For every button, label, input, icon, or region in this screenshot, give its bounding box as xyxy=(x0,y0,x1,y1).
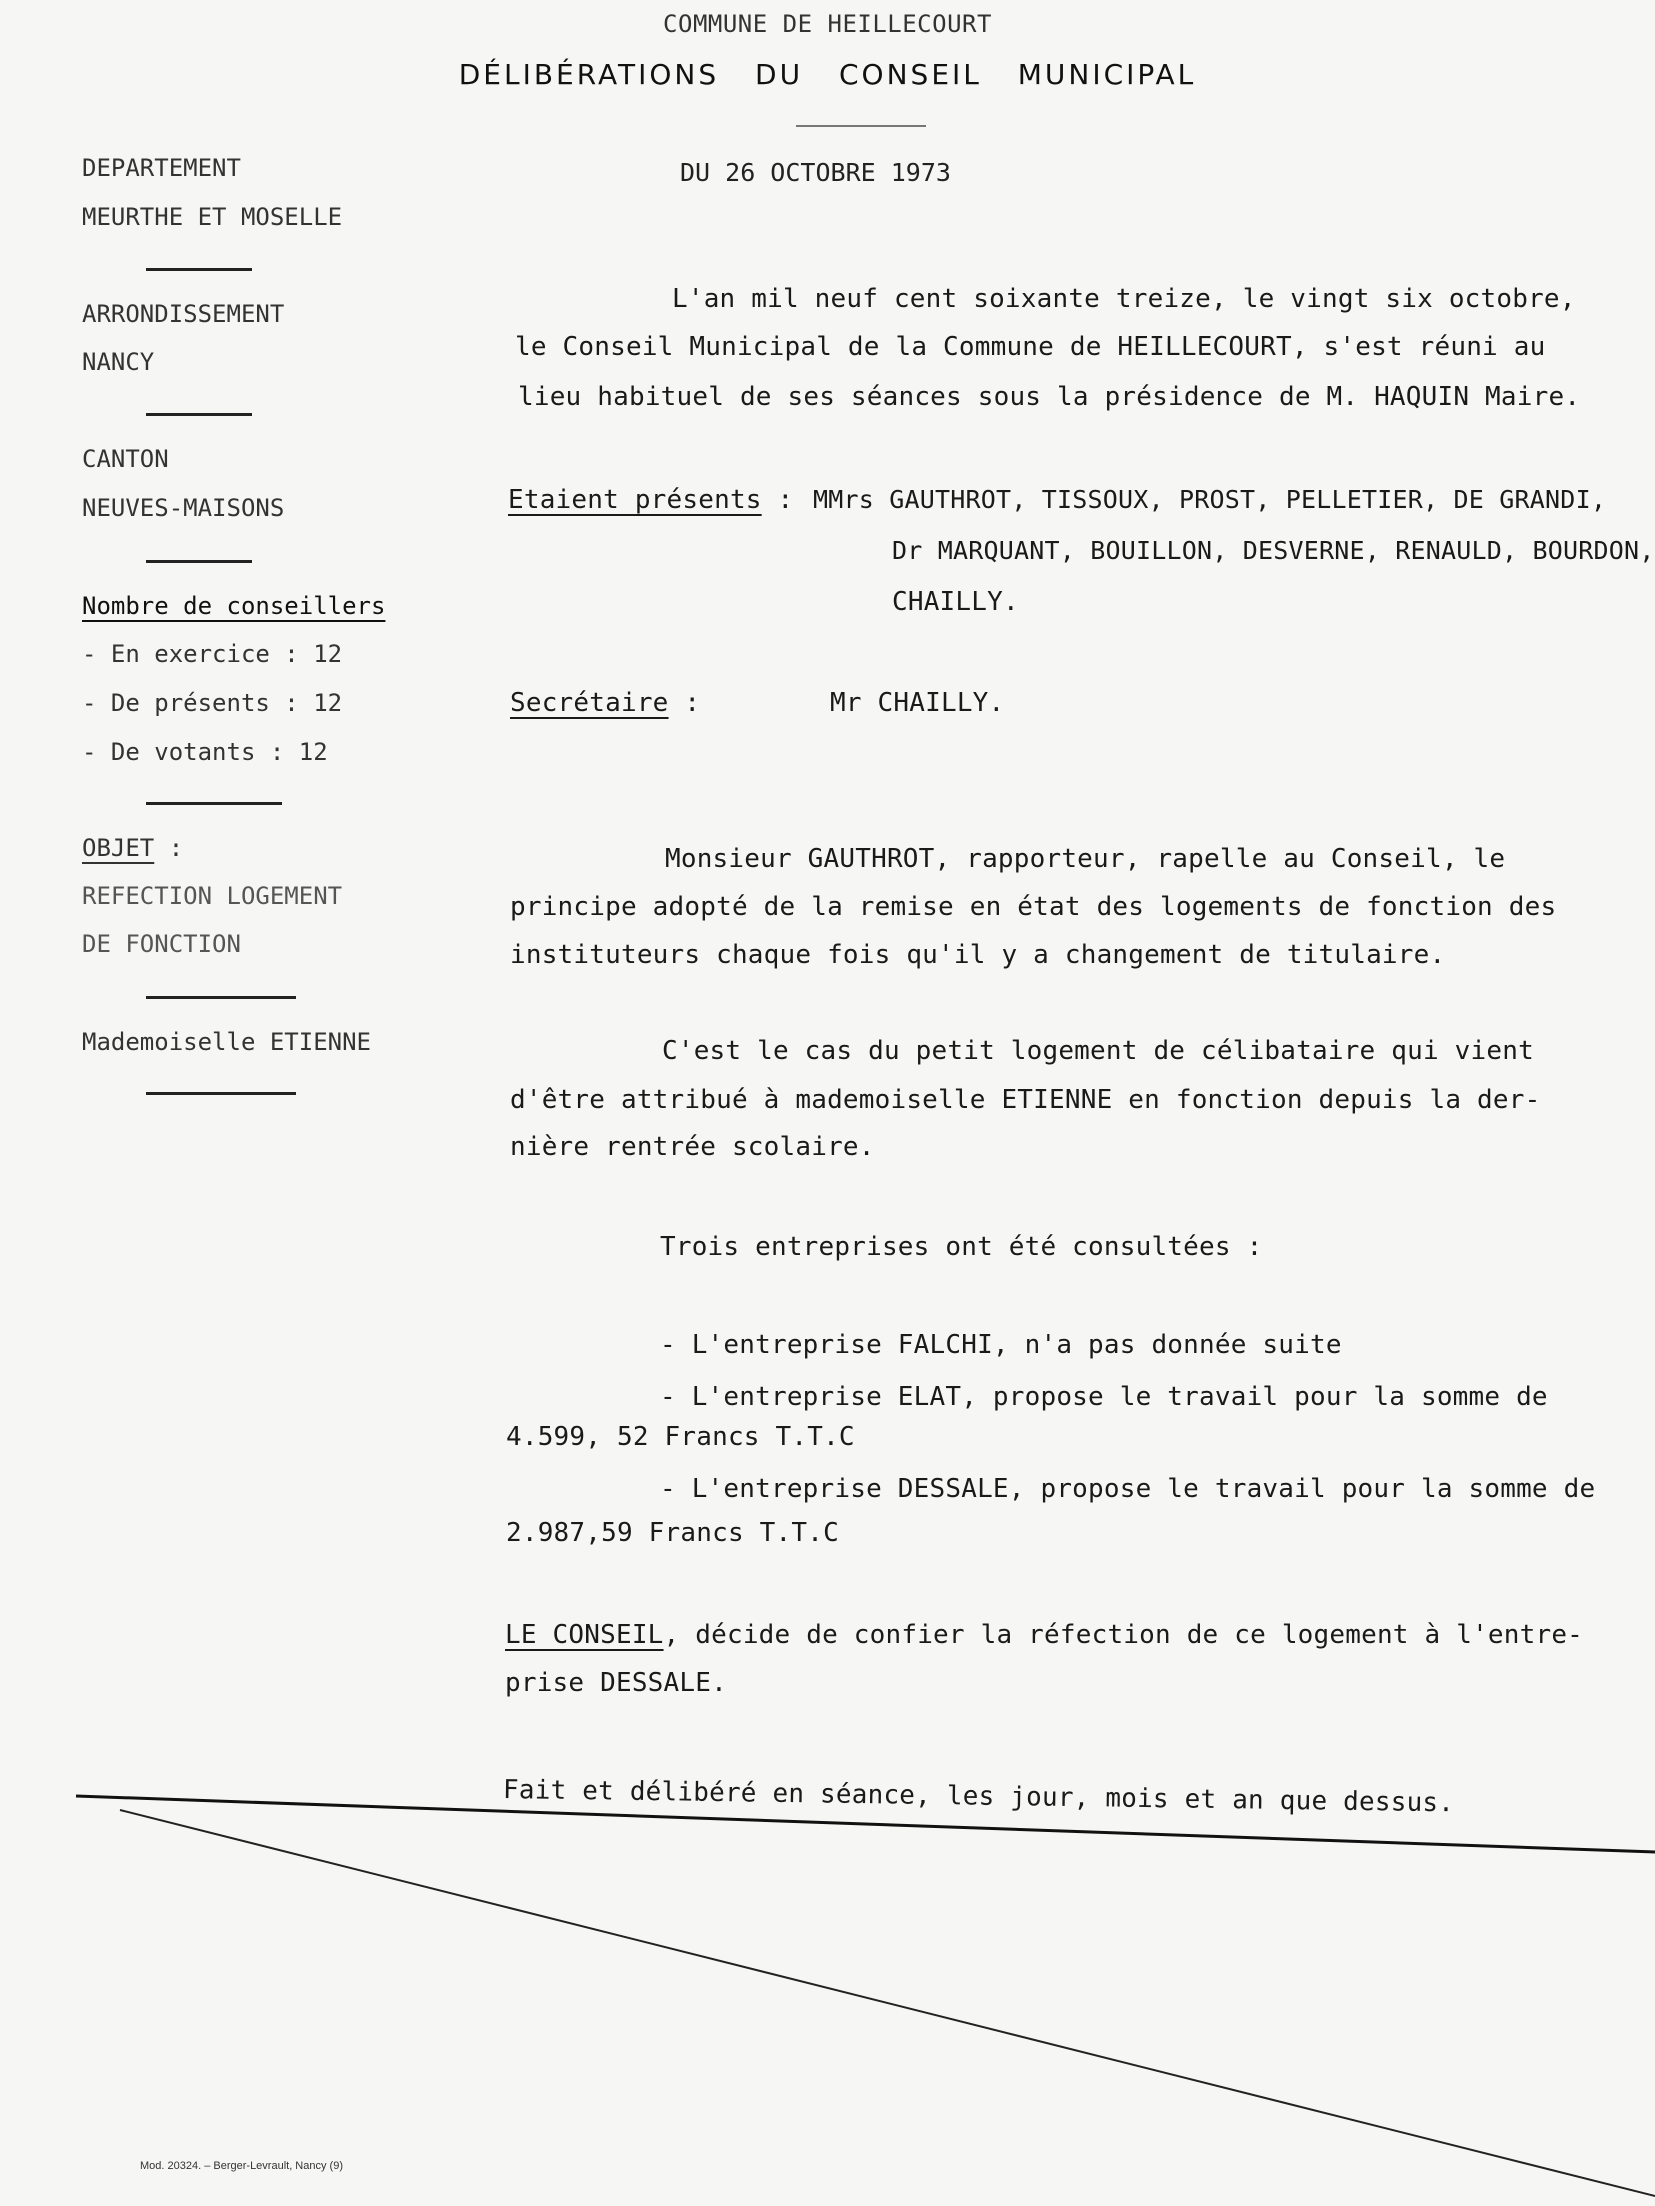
secretaire-colon: : xyxy=(684,688,701,718)
paragraph-2-line-1: C'est le cas du petit logement de célibataire qui vient xyxy=(662,1036,1534,1066)
decision-line-2: prise DESSALE. xyxy=(505,1668,727,1698)
cancellation-diagonal-line xyxy=(120,1810,1655,2196)
objet-person: Mademoiselle ETIENNE xyxy=(82,1028,371,1056)
presents-line-2: Dr MARQUANT, BOUILLON, DESVERNE, RENAULD, BOURDON, xyxy=(892,536,1655,565)
entreprise-dessale-line-1: - L'entreprise DESSALE, propose le travail pour la somme de xyxy=(660,1474,1596,1504)
cancellation-horizontal-line xyxy=(76,1796,1655,1852)
paragraph-2-line-2: d'être attribué à mademoiselle ETIENNE en fonction depuis la der- xyxy=(510,1085,1541,1115)
presents-line-3: CHAILLY. xyxy=(892,587,1019,617)
entreprise-falchi: - L'entreprise FALCHI, n'a pas donnée suite xyxy=(660,1330,1342,1360)
paragraph-1-line-2: principe adopté de la remise en état des logements de fonction des xyxy=(510,892,1557,922)
secretaire-value: Mr CHAILLY. xyxy=(830,688,1005,718)
arrondissement-label: ARRONDISSEMENT xyxy=(82,300,285,328)
paragraph-2-line-3: nière rentrée scolaire. xyxy=(510,1132,875,1162)
paragraph-3: Trois entreprises ont été consultées : xyxy=(660,1232,1263,1262)
entreprise-elat-line-1: - L'entreprise ELAT, propose le travail pour la somme de xyxy=(660,1382,1548,1412)
document-title: DÉLIBÉRATIONS DU CONSEIL MUNICIPAL xyxy=(458,58,1197,91)
entreprise-elat-line-2: 4.599, 52 Francs T.T.C xyxy=(506,1422,855,1452)
conseillers-en-exercice: - En exercice : 12 xyxy=(82,640,343,668)
meeting-date: DU 26 OCTOBRE 1973 xyxy=(680,158,951,187)
presents-line-1: MMrs GAUTHROT, TISSOUX, PROST, PELLETIER, DE GRANDI, xyxy=(813,485,1607,514)
paragraph-1-line-3: instituteurs chaque fois qu'il y a changement de titulaire. xyxy=(510,940,1446,970)
departement-value: MEURTHE ET MOSELLE xyxy=(82,203,343,231)
secretaire-label: Secrétaire xyxy=(510,688,669,718)
intro-line-3: lieu habituel de ses séances sous la présidence de M. HAQUIN Maire. xyxy=(518,382,1581,412)
canton-label: CANTON xyxy=(82,445,169,473)
conseillers-heading: Nombre de conseillers xyxy=(82,592,386,620)
objet-colon: : xyxy=(168,834,184,862)
presents-label: Etaient présents xyxy=(508,485,762,515)
objet-line-2: DE FONCTION xyxy=(82,930,241,958)
conseillers-presents: - De présents : 12 xyxy=(82,689,343,717)
presents-colon: : xyxy=(777,485,794,515)
commune-name: COMMUNE DE HEILLECOURT xyxy=(663,10,992,38)
objet-line-1: REFECTION LOGEMENT xyxy=(82,882,343,910)
closing-line: Fait et délibéré en séance, les jour, mois et an que dessus. xyxy=(502,1775,1455,1819)
decision-text: , décide de confier la réfection de ce logement à l'entre- xyxy=(663,1620,1584,1650)
printer-imprint: Mod. 20324. – Berger-Levrault, Nancy (9) xyxy=(140,2160,343,2172)
intro-line-1: L'an mil neuf cent soixante treize, le vingt six octobre, xyxy=(672,284,1576,314)
intro-line-2: le Conseil Municipal de la Commune de HEILLECOURT, s'est réuni au xyxy=(515,332,1546,362)
canton-value: NEUVES-MAISONS xyxy=(82,494,285,522)
conseillers-votants: - De votants : 12 xyxy=(82,738,328,766)
entreprise-dessale-line-2: 2.987,59 Francs T.T.C xyxy=(506,1518,839,1548)
departement-label: DEPARTEMENT xyxy=(82,154,241,182)
paragraph-1-line-1: Monsieur GAUTHROT, rapporteur, rapelle au Conseil, le xyxy=(665,844,1506,874)
arrondissement-value: NANCY xyxy=(82,348,155,376)
objet-label: OBJET xyxy=(82,834,155,862)
conseil-label: LE CONSEIL xyxy=(505,1620,664,1650)
